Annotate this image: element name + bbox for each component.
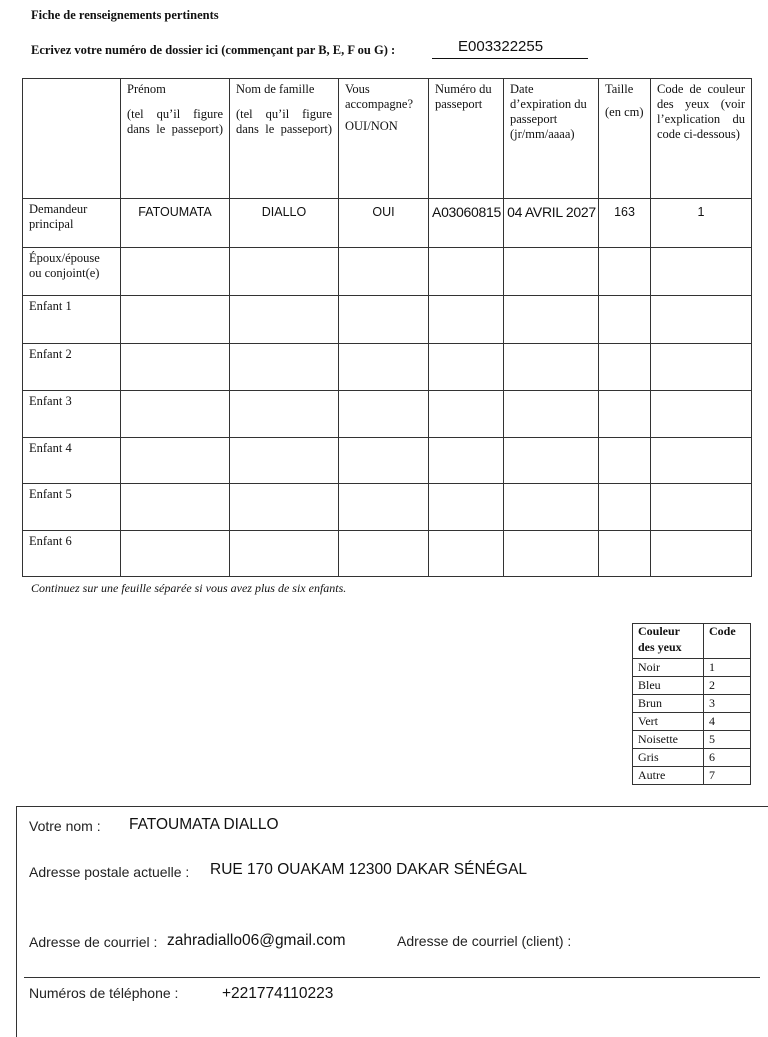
height-cell[interactable] [599,438,651,484]
height-cell[interactable] [599,248,651,296]
first-name-cell[interactable] [121,391,230,438]
header-expiry-date-title: Date d’expiration du passeport (jr/mm/aaaa) [510,82,587,141]
height-cell[interactable] [599,484,651,531]
last-name-cell[interactable] [230,344,339,391]
row-label: Enfant 2 [23,344,121,391]
eye-color-name: Brun [633,695,704,713]
expiry-date-cell[interactable] [504,344,599,391]
height-cell[interactable] [599,344,651,391]
last-name-cell[interactable]: DIALLO [230,199,339,248]
accompanies-cell[interactable]: OUI [339,199,429,248]
passport-number-cell[interactable] [429,248,504,296]
header-eye-color-code-title: Code de couleur des yeux (voir l’explication du code ci-dessous) [657,82,745,141]
expiry-date-cell[interactable] [504,531,599,577]
eye-code-cell[interactable] [651,344,752,391]
last-name-cell[interactable] [230,531,339,577]
eye-color-code: 6 [704,749,751,767]
eye-color-name: Bleu [633,677,704,695]
eye-code-cell[interactable] [651,438,752,484]
table-row [23,344,752,391]
header-passport-number [429,79,504,199]
last-name-cell[interactable] [230,248,339,296]
eye-code-row [633,767,751,785]
first-name-cell[interactable] [121,531,230,577]
email-label: Adresse de courriel : [29,934,158,950]
eye-color-code-table [632,623,751,785]
accompanies-cell[interactable] [339,344,429,391]
eye-color-code: 4 [704,713,751,731]
height-cell[interactable] [599,296,651,344]
eye-code-row [633,749,751,767]
eye-color-name: Noir [633,659,704,677]
eye-color-name: Autre [633,767,704,785]
header-last-name-note: (tel qu’il figure dans le passeport) [236,107,332,136]
eye-code-header-code: Code [704,624,751,659]
eye-code-header-color: Couleur des yeux [633,624,704,659]
height-cell[interactable] [599,391,651,438]
eye-color-name: Vert [633,713,704,731]
expiry-date-cell[interactable] [504,296,599,344]
accompanies-cell[interactable] [339,391,429,438]
phone-field[interactable]: +221774110223 [222,985,334,1002]
passport-number-cell[interactable] [429,296,504,344]
name-label: Votre nom : [29,818,101,834]
table-header-row [23,79,752,199]
eye-color-code: 2 [704,677,751,695]
header-accompanies-note: OUI/NON [345,119,398,133]
passport-number-cell[interactable]: A03060815 [429,199,504,248]
last-name-cell[interactable] [230,484,339,531]
header-passport-number-title: Numéro du passeport [435,82,492,111]
dossier-number-label: Ecrivez votre numéro de dossier ici (commençant par B, E, F ou G) : [31,43,396,57]
eye-code-cell[interactable] [651,296,752,344]
accompanies-cell[interactable] [339,531,429,577]
eye-color-code: 3 [704,695,751,713]
row-label: Enfant 3 [23,391,121,438]
header-empty-cell [23,79,121,199]
eye-code-cell[interactable] [651,484,752,531]
passport-number-cell[interactable] [429,531,504,577]
expiry-date-cell[interactable] [504,484,599,531]
form-title: Fiche de renseignements pertinents [31,8,219,22]
height-cell[interactable]: 163 [599,199,651,248]
first-name-cell[interactable]: FATOUMATA [121,199,230,248]
expiry-date-cell[interactable] [504,438,599,484]
postal-address-field[interactable]: RUE 170 OUAKAM 12300 DAKAR SÉNÉGAL [210,861,528,878]
passport-number-cell[interactable] [429,484,504,531]
table-row [23,484,752,531]
header-eye-color-code [651,79,752,199]
eye-color-name: Gris [633,749,704,767]
passport-number-cell[interactable] [429,438,504,484]
last-name-cell[interactable] [230,391,339,438]
last-name-cell[interactable] [230,296,339,344]
eye-code-row [633,695,751,713]
header-height-note: (en cm) [605,105,644,119]
expiry-date-cell[interactable] [504,391,599,438]
table-row [23,199,752,248]
contact-divider [24,977,760,978]
header-accompanies [339,79,429,199]
eye-code-cell[interactable] [651,248,752,296]
eye-code-cell[interactable]: 1 [651,199,752,248]
eye-code-cell[interactable] [651,391,752,438]
table-row [23,248,752,296]
header-expiry-date [504,79,599,199]
row-label: Enfant 4 [23,438,121,484]
eye-code-cell[interactable] [651,531,752,577]
eye-color-name: Noisette [633,731,704,749]
dossier-number-field[interactable]: E003322255 [458,38,544,55]
eye-code-row [633,731,751,749]
expiry-date-cell[interactable] [504,248,599,296]
row-label: Époux/épouse ou conjoint(e) [23,248,121,296]
first-name-cell[interactable] [121,296,230,344]
applicant-table [22,78,752,577]
expiry-date-cell[interactable]: 04 AVRIL 2027 [504,199,599,248]
row-label: Enfant 1 [23,296,121,344]
row-label: Demandeur principal [23,199,121,248]
header-first-name-title: Prénom [127,82,166,96]
header-height-title: Taille [605,82,634,96]
accompanies-cell[interactable] [339,296,429,344]
height-cell[interactable] [599,531,651,577]
eye-color-code: 1 [704,659,751,677]
header-first-name [121,79,230,199]
table-row [23,531,752,577]
accompanies-cell[interactable] [339,484,429,531]
accompanies-cell[interactable] [339,248,429,296]
header-accompanies-title: Vous accompagne? [345,82,414,111]
header-last-name [230,79,339,199]
eye-code-row [633,713,751,731]
name-field[interactable]: FATOUMATA DIALLO [129,816,279,833]
accompanies-cell[interactable] [339,438,429,484]
table-row [23,391,752,438]
eye-color-code: 7 [704,767,751,785]
dossier-number-underline [432,58,588,59]
eye-code-header-row [633,624,751,659]
header-height [599,79,651,199]
children-note: Continuez sur une feuille séparée si vous avez plus de six enfants. [31,581,347,595]
first-name-cell[interactable] [121,344,230,391]
eye-color-code: 5 [704,731,751,749]
eye-code-row [633,677,751,695]
first-name-cell[interactable] [121,438,230,484]
header-first-name-note: (tel qu’il figure dans le passeport) [127,107,223,136]
passport-number-cell[interactable] [429,391,504,438]
first-name-cell[interactable] [121,248,230,296]
passport-number-cell[interactable] [429,344,504,391]
table-row [23,438,752,484]
header-last-name-title: Nom de famille [236,82,315,96]
client-email-label: Adresse de courriel (client) : [397,933,572,949]
eye-code-row [633,659,751,677]
email-field[interactable]: zahradiallo06@gmail.com [167,932,346,949]
postal-address-label: Adresse postale actuelle : [29,864,190,880]
table-row [23,296,752,344]
first-name-cell[interactable] [121,484,230,531]
row-label: Enfant 5 [23,484,121,531]
phone-label: Numéros de téléphone : [29,985,179,1001]
row-label: Enfant 6 [23,531,121,577]
last-name-cell[interactable] [230,438,339,484]
contact-section [16,806,768,1037]
